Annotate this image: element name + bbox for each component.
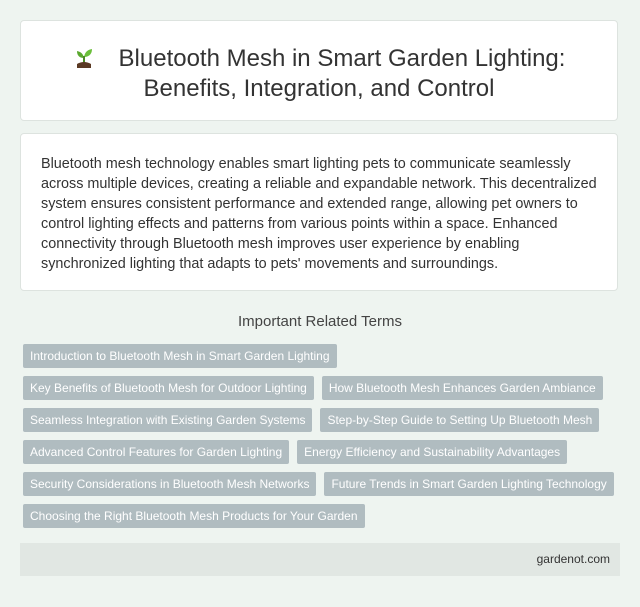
related-term-tag[interactable]: Key Benefits of Bluetooth Mesh for Outdoor Lighting (23, 376, 314, 400)
title-card (20, 20, 618, 121)
footer-site-link[interactable]: gardenot.com (536, 552, 610, 566)
related-term-tag[interactable]: Advanced Control Features for Garden Lighting (23, 440, 289, 464)
description-text: Bluetooth mesh technology enables smart lighting pets to communicate seamlessly across multiple devices, creating a reliable and expandable network. This decentralized system ensures consistent performance and extended range, allowing pet owners to control lighting effects and patterns from various points within a space. Enhanced connectivity through Bluetooth mesh improves user experience by enabling synchronized lighting that adapts to pets' movements and surroundings. (41, 156, 597, 272)
related-term-tag[interactable]: Security Considerations in Bluetooth Mesh Networks (23, 472, 316, 496)
related-term-tag[interactable]: Seamless Integration with Existing Garden Systems (23, 408, 312, 432)
related-term-tag[interactable]: Step-by-Step Guide to Setting Up Bluetooth Mesh (320, 408, 599, 432)
footer (20, 543, 620, 576)
description-card (20, 133, 618, 291)
related-term-tag[interactable]: Energy Efficiency and Sustainability Advantages (297, 440, 567, 464)
related-terms-heading: Important Related Terms (238, 313, 402, 330)
related-term-tag[interactable]: Choosing the Right Bluetooth Mesh Products for Your Garden (23, 504, 365, 528)
sprout-icon (73, 46, 95, 70)
related-terms-list (23, 344, 623, 528)
page-title (21, 44, 617, 104)
related-term-tag[interactable]: Future Trends in Smart Garden Lighting Technology (324, 472, 613, 496)
title-line-1: Bluetooth Mesh in Smart Garden Lighting: (118, 45, 566, 72)
related-term-tag[interactable]: How Bluetooth Mesh Enhances Garden Ambiance (322, 376, 603, 400)
related-term-tag[interactable]: Introduction to Bluetooth Mesh in Smart Garden Lighting (23, 344, 337, 368)
title-line-2: Benefits, Integration, and Control (143, 75, 495, 102)
